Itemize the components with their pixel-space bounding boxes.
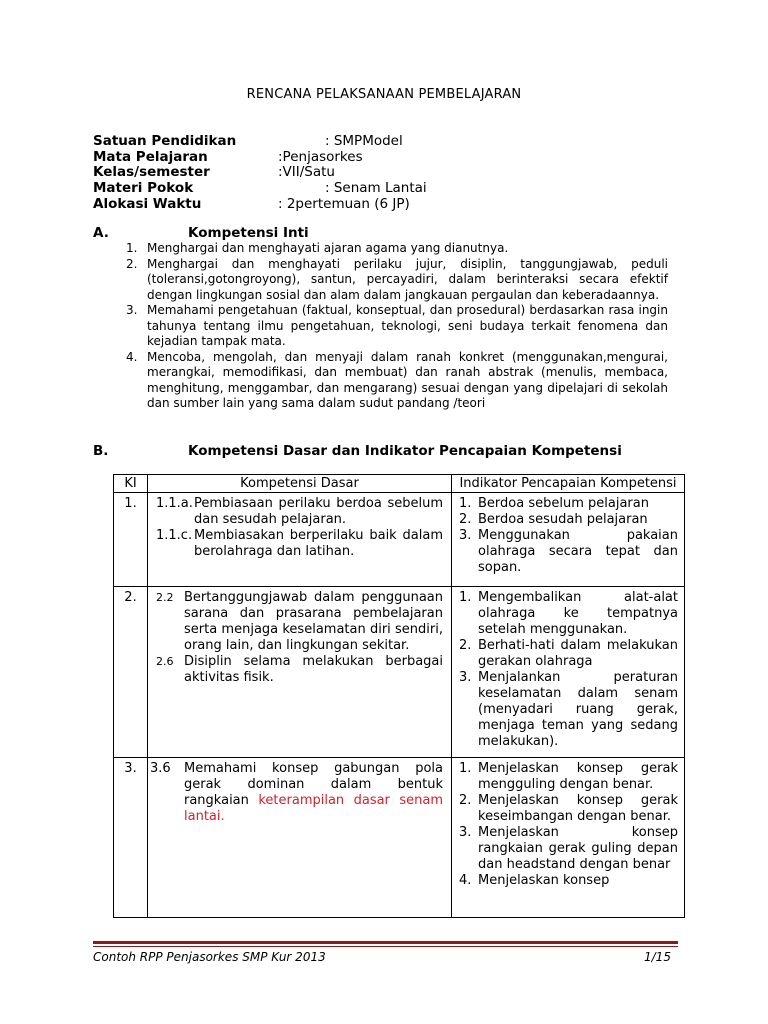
identity-value: : 2pertemuan (6 JP) bbox=[278, 196, 410, 212]
kd-text: Bertanggungjawab dalam penggunaan sarana dan prasarana pembelajaran serta menjaga keselamatan diri sendiri, orang lain, dan lingkungan sekitar. bbox=[184, 590, 443, 653]
kd-text: Disiplin selama melakukan berbagai aktivitas fisik. bbox=[184, 654, 443, 685]
indicator-number: 4. bbox=[459, 873, 472, 888]
identity-value: : SMPModel bbox=[325, 133, 403, 149]
identity-key: Mata Pelajaran bbox=[93, 149, 208, 165]
kd-cell bbox=[148, 587, 452, 758]
indicator-item bbox=[455, 873, 678, 889]
list-text: Menghargai dan menghayati ajaran agama yang dianutnya. bbox=[147, 241, 509, 255]
kd-entry bbox=[154, 496, 443, 528]
identity-value: :Penjasorkes bbox=[278, 149, 363, 165]
header-indikator: Indikator Pencapaian Kompetensi bbox=[452, 475, 685, 493]
indicator-number: 3. bbox=[459, 825, 472, 840]
indicator-text: Menggunakan pakaian olahraga secara tepat dan sopan. bbox=[478, 528, 678, 575]
indicator-item bbox=[455, 761, 678, 793]
indicator-cell bbox=[452, 758, 685, 918]
kd-cell bbox=[148, 493, 452, 587]
header-ki: KI bbox=[114, 475, 148, 493]
indicator-text: Menjalankan peraturan keselamatan dalam senam (menyadari ruang gerak, menjaga teman yang sedang melakukan). bbox=[478, 670, 678, 749]
kd-code: 1.1.a. bbox=[156, 496, 193, 511]
section-title: Kompetensi Dasar dan Indikator Pencapaian Kompetensi bbox=[188, 443, 622, 459]
list-item bbox=[120, 303, 668, 350]
list-number: 4. bbox=[126, 349, 138, 364]
indicator-number: 2. bbox=[459, 638, 472, 653]
list-item bbox=[120, 257, 668, 304]
indicator-number: 1. bbox=[459, 590, 472, 605]
identity-key: Kelas/semester bbox=[93, 164, 210, 180]
identity-value: : Senam Lantai bbox=[325, 180, 427, 196]
indicator-text: Menjelaskan konsep gerak mengguling dengan benar. bbox=[478, 761, 678, 792]
footer-rule bbox=[93, 941, 678, 944]
indicator-text: Menjelaskan konsep bbox=[478, 873, 610, 888]
section-letter: A. bbox=[93, 225, 109, 241]
ki-cell: 2. bbox=[114, 587, 148, 758]
kd-entry bbox=[154, 528, 443, 560]
kd-text: Memahami konsep gabungan pola gerak dominan dalam bentuk rangkaian bbox=[184, 761, 443, 808]
list-number: 3. bbox=[126, 303, 138, 317]
identity-key: Alokasi Waktu bbox=[93, 196, 202, 212]
identity-key: Satuan Pendidikan bbox=[93, 133, 237, 149]
list-text: Memahami pengetahuan (faktual, konseptual, dan prosedural) berdasarkan rasa ingin tahunya tentang ilmu pengetahuan, teknologi, seni budaya terkait fenomena dan kejadian tampak mata. bbox=[147, 303, 668, 348]
indicator-text: Menjelaskan konsep gerak keseimbangan dengan benar. bbox=[478, 793, 678, 824]
indicator-item bbox=[455, 825, 678, 873]
table-row bbox=[114, 587, 685, 758]
indicator-item bbox=[455, 512, 678, 528]
indicator-number: 3. bbox=[459, 528, 472, 543]
list-item bbox=[120, 241, 668, 257]
indicator-number: 2. bbox=[459, 512, 472, 527]
indicator-text: Mengembalikan alat-alat olahraga ke tempatnya setelah menggunakan. bbox=[478, 590, 678, 637]
kd-entry bbox=[150, 761, 443, 825]
kd-entry bbox=[154, 590, 443, 654]
document-title: RENCANA PELAKSANAAN PEMBELAJARAN bbox=[246, 87, 522, 102]
kd-code: 3.6 bbox=[150, 761, 171, 776]
table-header-row bbox=[114, 475, 685, 493]
indicator-number: 1. bbox=[459, 496, 472, 511]
kd-text: Pembiasaan perilaku berdoa sebelum dan sesudah pelajaran. bbox=[194, 496, 443, 527]
indicator-cell bbox=[452, 587, 685, 758]
list-item bbox=[120, 350, 668, 412]
list-number: 1. bbox=[126, 241, 138, 255]
header-kompetensi-dasar: Kompetensi Dasar bbox=[148, 475, 452, 493]
table-row bbox=[114, 493, 685, 587]
indicator-item bbox=[455, 638, 678, 670]
indicator-item bbox=[455, 793, 678, 825]
kd-entry bbox=[154, 654, 443, 686]
indicator-text: Berdoa sebelum pelajaran bbox=[478, 496, 649, 511]
indicator-text: Berdoa sesudah pelajaran bbox=[478, 512, 648, 527]
list-text: Menghargai dan menghayati perilaku jujur, disiplin, tanggungjawab, peduli (toleransi,gotongroyong), santun, percayadiri, dalam berinteraksi secara efektif dengan lingkungan sosial dan alam dalam jangkauan pergaulan dan keberadaannya. bbox=[147, 256, 668, 302]
indicator-number: 3. bbox=[459, 670, 472, 685]
kd-code: 2.2 bbox=[156, 591, 174, 604]
section-letter: B. bbox=[93, 443, 109, 459]
indicator-item bbox=[455, 670, 678, 750]
ki-cell: 1. bbox=[114, 493, 148, 587]
indicator-item bbox=[455, 590, 678, 638]
footer-rule-thin bbox=[93, 946, 678, 947]
indicator-number: 1. bbox=[459, 761, 472, 776]
section-title: Kompetensi Inti bbox=[188, 225, 309, 241]
indicator-item bbox=[455, 528, 678, 576]
indicator-number: 2. bbox=[459, 793, 472, 808]
identity-key: Materi Pokok bbox=[93, 180, 194, 196]
indicator-item bbox=[455, 496, 678, 512]
indicator-cell bbox=[452, 493, 685, 587]
indicator-text: Menjelaskan konsep rangkaian gerak guling depan dan headstand dengan benar bbox=[478, 825, 678, 872]
kd-cell bbox=[148, 758, 452, 918]
kd-code: 2.6 bbox=[156, 655, 174, 668]
page-number: 1/15 bbox=[644, 950, 671, 964]
ki-cell: 3. bbox=[114, 758, 148, 918]
kompetensi-table bbox=[113, 474, 685, 918]
footer-doc-title: Contoh RPP Penjasorkes SMP Kur 2013 bbox=[93, 950, 326, 964]
indicator-text: Berhati-hati dalam melakukan gerakan olahraga bbox=[478, 638, 678, 669]
list-number: 2. bbox=[126, 256, 138, 271]
kd-text: Membiasakan berperilaku baik dalam berolahraga dan latihan. bbox=[194, 528, 443, 559]
kd-highlight-text: keterampilan dasar senam lantai. bbox=[184, 793, 443, 824]
table-row bbox=[114, 758, 685, 918]
list-text: Mencoba, mengolah, dan menyaji dalam ranah konkret (menggunakan,mengurai, merangkai, memodifikasi, dan membuat) dan ranah abstrak (menulis, membaca, menghitung, menggambar, dan mengarang) sesuai dengan yang dipelajari di sekolah dan sumber lain yang sama dalam sudut pandang /teori bbox=[147, 349, 668, 410]
kd-code: 1.1.c. bbox=[156, 528, 193, 543]
kompetensi-inti-list bbox=[120, 241, 668, 412]
identity-value: :VII/Satu bbox=[278, 164, 335, 180]
